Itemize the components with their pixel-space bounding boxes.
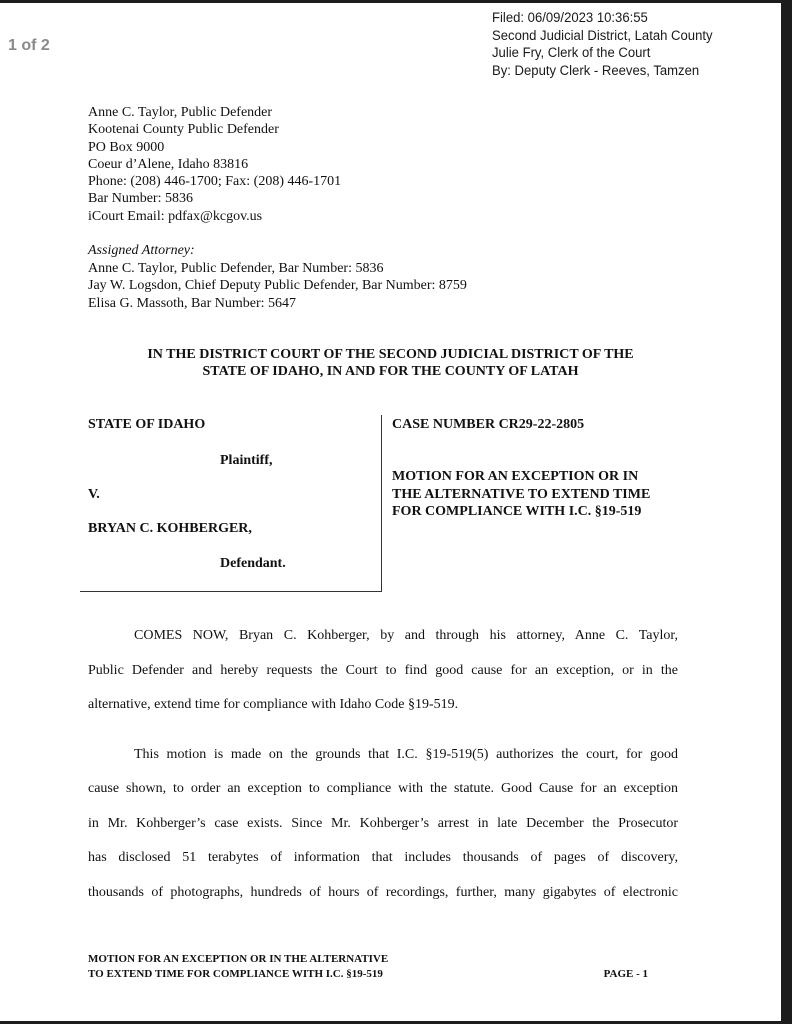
body-line: in Mr. Kohberger’s case exists. Since Mr. Kohberger’s arrest in late December the Prosecutor [88, 815, 678, 831]
body-line: alternative, extend time for compliance with Idaho Code §19-519. [88, 697, 459, 712]
motion-title [392, 468, 650, 521]
footer-page-number: PAGE - 1 [603, 968, 648, 980]
assigned-attorney: Anne C. Taylor, Public Defender, Bar Number: 5836 [88, 260, 384, 276]
filed-stamp-deputy: By: Deputy Clerk - Reeves, Tamzen [492, 62, 700, 78]
defendant-role: Defendant. [220, 556, 286, 571]
assigned-attorneys [88, 242, 467, 312]
body-line: has disclosed 51 terabytes of information that includes thousands of pages of discovery, [88, 850, 678, 865]
body-line: thousands of photographs, hundreds of hours of recordings, further, many gigabytes of electronic [88, 884, 678, 900]
motion-title-line: THE ALTERNATIVE TO EXTEND TIME [392, 486, 651, 502]
assigned-attorney: Elisa G. Massoth, Bar Number: 5647 [88, 295, 297, 311]
page-footer [88, 952, 648, 982]
body-paragraph [88, 619, 678, 723]
document-page [0, 3, 781, 1021]
defendant-name: BRYAN C. KOHBERGER, [88, 521, 252, 536]
attorney-header [88, 104, 341, 225]
footer-title-line: MOTION FOR AN EXCEPTION OR IN THE ALTERNATIVE [88, 953, 389, 965]
case-caption-details [392, 417, 650, 521]
case-caption-parties [80, 415, 382, 592]
body-line: This motion is made on the grounds that I.C. §19-519(5) authorizes the court, for good [134, 746, 678, 762]
header-email: iCourt Email: pdfax@kcgov.us [88, 208, 263, 224]
court-title [0, 346, 781, 380]
court-title-line: STATE OF IDAHO, IN AND FOR THE COUNTY OF LATAH [202, 364, 579, 379]
page-indicator: 1 of 2 [8, 37, 50, 54]
header-line: Anne C. Taylor, Public Defender [88, 105, 273, 120]
body-line: Public Defender and hereby requests the Court to find good cause for an exception, or in the [88, 662, 678, 678]
filed-stamp-date: Filed: 06/09/2023 10:36:55 [492, 10, 648, 25]
plaintiff-name: STATE OF IDAHO [88, 417, 206, 432]
header-line: Coeur d’Alene, Idaho 83816 [88, 156, 249, 172]
header-line: Phone: (208) 446-1700; Fax: (208) 446-1701 [88, 174, 342, 190]
header-line: Kootenai County Public Defender [88, 122, 279, 138]
versus-label: V. [88, 487, 100, 502]
assigned-attorney-label: Assigned Attorney: [88, 243, 195, 258]
court-title-line: IN THE DISTRICT COURT OF THE SECOND JUDICIAL DISTRICT OF THE [147, 347, 634, 362]
footer-title-line: TO EXTEND TIME FOR COMPLIANCE WITH I.C. §19-519 [88, 968, 383, 980]
body-line: cause shown, to order an exception to compliance with the statute. Good Cause for an exception [88, 781, 678, 796]
filed-stamp-clerk: Julie Fry, Clerk of the Court [492, 45, 651, 60]
plaintiff-role: Plaintiff, [220, 453, 273, 468]
header-line: PO Box 9000 [88, 139, 165, 155]
motion-title-line: FOR COMPLIANCE WITH I.C. §19-519 [392, 504, 642, 519]
filed-stamp-district: Second Judicial District, Latah County [492, 27, 713, 43]
body-line: COMES NOW, Bryan C. Kohberger, by and through his attorney, Anne C. Taylor, [134, 628, 678, 643]
motion-body [88, 619, 678, 910]
body-paragraph [88, 738, 678, 911]
header-line: Bar Number: 5836 [88, 191, 193, 207]
assigned-attorney: Jay W. Logsdon, Chief Deputy Public Defender, Bar Number: 8759 [88, 278, 467, 293]
case-number: CASE NUMBER CR29-22-2805 [392, 417, 585, 432]
footer-title [88, 952, 648, 982]
motion-title-line: MOTION FOR AN EXCEPTION OR IN [392, 469, 639, 484]
filed-stamp [492, 9, 713, 79]
